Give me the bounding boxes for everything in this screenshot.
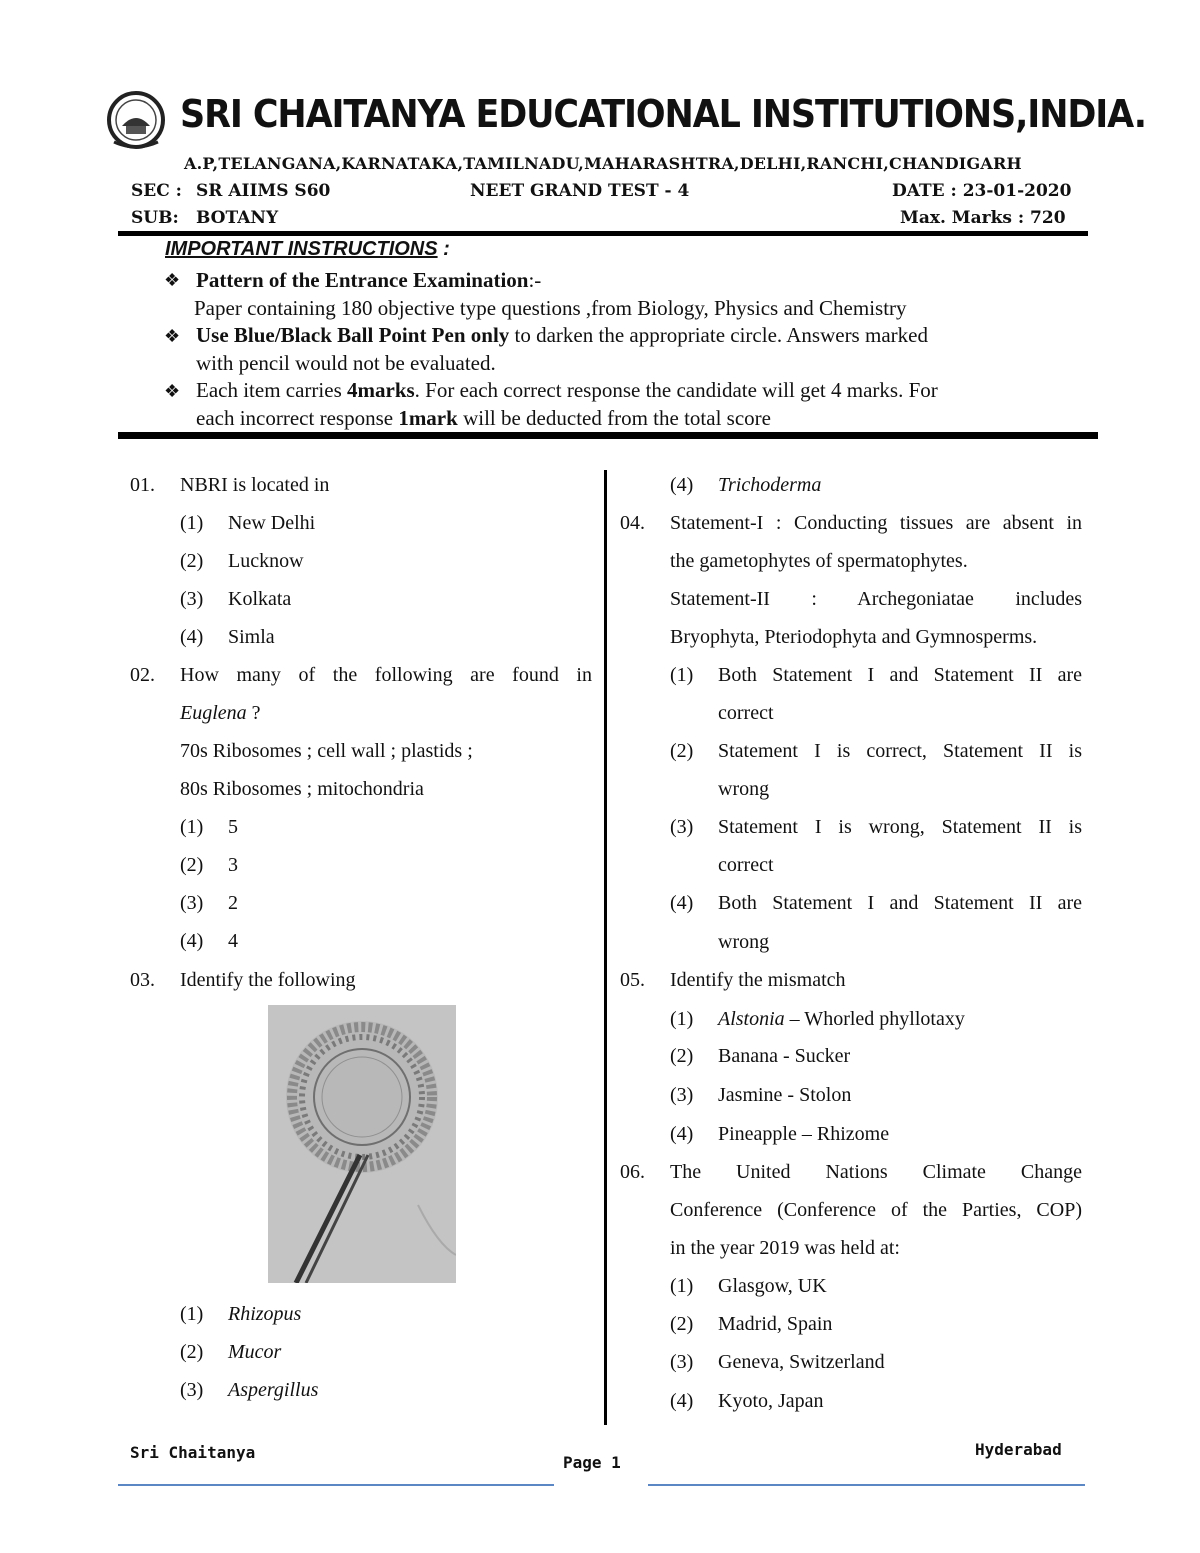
option-number: (3) [670, 1084, 694, 1106]
option-text: Kyoto, Japan [718, 1390, 824, 1412]
option-number: (2) [670, 1045, 694, 1067]
option-number: (3) [180, 892, 204, 914]
question-number: 05. [620, 969, 645, 991]
instruction-2: Use Blue/Black Ball Point Pen only to darken the appropriate circle. Answers marked [196, 323, 928, 347]
statement-1: Statement-I : Conducting tissues are absent in [670, 512, 1082, 534]
max-marks: Max. Marks : 720 [900, 208, 1066, 228]
option-text: Statement I is wrong, Statement II is [718, 816, 1082, 838]
option-number: (1) [670, 1275, 694, 1297]
question-text: The United Nations Climate Change [670, 1161, 1082, 1183]
option-text: 3 [228, 854, 238, 876]
option-number: (1) [670, 664, 694, 686]
option-number: (4) [180, 626, 204, 648]
option-number: (4) [180, 930, 204, 952]
footer-rule-left [118, 1484, 554, 1486]
question-text-cont: in the year 2019 was held at: [670, 1237, 900, 1259]
test-date: DATE : 23-01-2020 [892, 181, 1072, 201]
option-text: Rhizopus [228, 1303, 302, 1325]
column-divider [604, 470, 607, 1425]
option-number: (4) [670, 474, 694, 496]
option-text-cont: correct [718, 854, 774, 876]
option-number: (4) [670, 892, 694, 914]
question-text: Identify the mismatch [670, 969, 846, 991]
bullet-icon: ❖ [164, 381, 181, 402]
statement-1-cont: the gametophytes of spermatophytes. [670, 550, 968, 572]
option-number: (1) [180, 512, 204, 534]
option-text-cont: correct [718, 702, 774, 724]
option-number: (3) [180, 1379, 204, 1401]
option-number: (2) [180, 1341, 204, 1363]
option-text-cont: wrong [718, 931, 770, 953]
option-text: Mucor [228, 1341, 282, 1363]
option-number: (1) [180, 1303, 204, 1325]
option-text: Both Statement I and Statement II are [718, 892, 1082, 914]
institution-name: SRI CHAITANYA EDUCATIONAL INSTITUTIONS,INDIA. [180, 92, 1146, 136]
statement-2-cont: Bryophyta, Pteriodophyta and Gymnosperms. [670, 626, 1038, 648]
option-number: (2) [180, 550, 204, 572]
instruction-3: Each item carries 4marks. For each correct response the candidate will get 4 marks. For [196, 378, 938, 402]
instructions-title: IMPORTANT INSTRUCTIONS : [165, 238, 450, 260]
question-number: 03. [130, 969, 155, 991]
question-text: NBRI is located in [180, 474, 330, 496]
option-number: (3) [180, 588, 204, 610]
question-text: How many of the following are found in [180, 664, 592, 686]
sub-value: BOTANY [196, 208, 279, 228]
option-text: Trichoderma [718, 474, 822, 496]
page-number: Page 1 [563, 1453, 621, 1472]
option-text: Jasmine - Stolon [718, 1084, 852, 1106]
option-number: (2) [180, 854, 204, 876]
sec-label: SEC : [131, 181, 182, 201]
option-text: Lucknow [228, 550, 304, 572]
option-text: Statement I is correct, Statement II is [718, 740, 1082, 762]
question-number: 01. [130, 474, 155, 496]
option-text: Madrid, Spain [718, 1313, 833, 1335]
question-text-cont: Euglena ? [180, 702, 261, 724]
option-number: (3) [670, 1351, 694, 1373]
option-text: 4 [228, 930, 238, 952]
question-number: 04. [620, 512, 645, 534]
question-list: 70s Ribosomes ; cell wall ; plastids ; [180, 740, 473, 762]
option-text: 2 [228, 892, 238, 914]
question-text-cont: Conference (Conference of the Parties, COP) [670, 1199, 1082, 1221]
states-list: A.P,TELANGANA,KARNATAKA,TAMILNADU,MAHARASHTRA,DELHI,RANCHI,CHANDIGARH [184, 154, 1022, 173]
option-text: Alstonia – Whorled phyllotaxy [718, 1008, 965, 1030]
instruction-2-cont: with pencil would not be evaluated. [196, 351, 496, 375]
footer-right: Hyderabad [975, 1440, 1062, 1459]
option-number: (2) [670, 740, 694, 762]
option-number: (2) [670, 1313, 694, 1335]
question-text: Identify the following [180, 969, 356, 991]
sec-value: SR AIIMS S60 [196, 181, 331, 201]
option-number: (1) [180, 816, 204, 838]
statement-2: Statement-II : Archegoniatae includes [670, 588, 1082, 610]
option-text: New Delhi [228, 512, 316, 534]
instruction-1: Pattern of the Entrance Examination:- [196, 268, 542, 292]
option-number: (1) [670, 1008, 694, 1030]
header-rule [118, 231, 1088, 236]
option-number: (3) [670, 816, 694, 838]
sub-label: SUB: [131, 208, 179, 228]
option-text: Both Statement I and Statement II are [718, 664, 1082, 686]
bullet-icon: ❖ [164, 270, 181, 291]
instructions-rule [118, 432, 1098, 439]
fungus-micrograph [268, 1005, 456, 1283]
instruction-1-detail: Paper containing 180 objective type questions ,from Biology, Physics and Chemistry [194, 296, 907, 320]
footer-rule-right [648, 1484, 1085, 1486]
option-number: (4) [670, 1390, 694, 1412]
instruction-3-cont: each incorrect response 1mark will be deducted from the total score [196, 406, 771, 430]
option-text: Pineapple – Rhizome [718, 1123, 890, 1145]
question-number: 02. [130, 664, 155, 686]
option-text-cont: wrong [718, 778, 770, 800]
question-number: 06. [620, 1161, 645, 1183]
option-text: 5 [228, 816, 238, 838]
option-text: Aspergillus [228, 1379, 319, 1401]
option-text: Glasgow, UK [718, 1275, 827, 1297]
question-list: 80s Ribosomes ; mitochondria [180, 778, 424, 800]
option-text: Banana - Sucker [718, 1045, 851, 1067]
option-text: Simla [228, 626, 275, 648]
option-text: Geneva, Switzerland [718, 1351, 885, 1373]
bullet-icon: ❖ [164, 326, 181, 347]
footer-left: Sri Chaitanya [130, 1443, 256, 1462]
option-number: (4) [670, 1123, 694, 1145]
option-text: Kolkata [228, 588, 292, 610]
institution-logo [104, 90, 168, 154]
test-name: NEET GRAND TEST - 4 [470, 181, 690, 201]
